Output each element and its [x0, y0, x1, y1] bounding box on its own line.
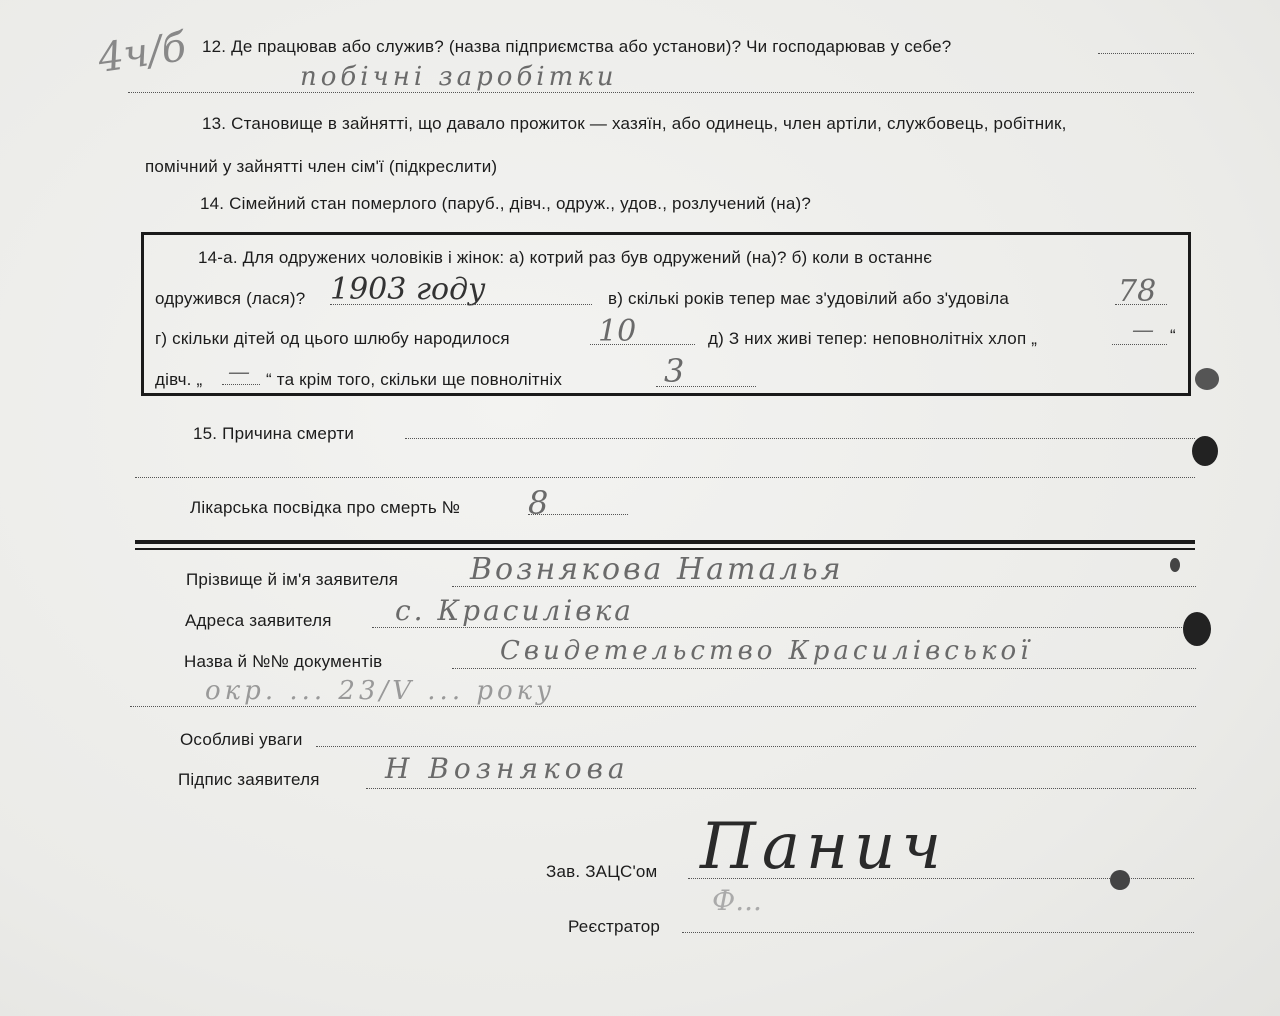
applicant-docs-line2	[130, 706, 1196, 707]
applicant-address-label: Адреса заявителя	[185, 611, 332, 630]
minor-boys-value[interactable]: —	[1132, 318, 1154, 343]
q15-answer-line1	[405, 438, 1195, 439]
married-year-line	[330, 304, 592, 305]
q12-answer-line	[128, 92, 1194, 93]
q12-answer[interactable]: побічні заробітки	[300, 62, 618, 92]
q14a-line4-prefix: дівч. „	[155, 370, 203, 389]
punch-hole-mark	[1195, 368, 1219, 390]
q13-label-line2: помічний у зайнятті член сім'ї (підкреслити)	[145, 157, 498, 176]
applicant-notes-line	[316, 746, 1196, 747]
minor-girls-value[interactable]: —	[228, 360, 250, 385]
q14a-line2-mid: в) скількі років тепер має з'удовілий або з'удовіла	[608, 289, 1010, 308]
punch-hole-mark	[1192, 436, 1218, 466]
q14a-line3-prefix: г) скільки дітей од цього шлюбу народилося	[155, 329, 510, 348]
applicant-name-line	[452, 586, 1196, 587]
section-divider-thin	[135, 548, 1195, 550]
applicant-address-value[interactable]: с. Красилівка	[395, 594, 634, 627]
married-year-value[interactable]: 1903 году	[330, 272, 486, 307]
adults-line	[656, 386, 756, 387]
widowed-years-value[interactable]: 78	[1118, 274, 1157, 309]
head-label: Зав. ЗАЦС'ом	[546, 862, 658, 881]
minor-girls-line	[222, 384, 260, 385]
registrar-signature-line	[682, 932, 1194, 933]
applicant-signature-label: Підпис заявителя	[178, 770, 320, 789]
applicant-docs-label: Назва й №№ документів	[184, 652, 383, 671]
applicant-signature-value[interactable]: Н Вознякова	[385, 752, 630, 785]
q15-answer-line2	[135, 477, 1195, 478]
q15-label: 15. Причина смерти	[193, 424, 355, 443]
medical-certificate-label: Лікарська посвідка про смерть №	[190, 498, 461, 517]
punch-hole-mark	[1170, 558, 1180, 572]
minor-boys-line	[1112, 344, 1167, 345]
q12-label-dots	[1098, 53, 1194, 54]
q14a-line3-mid: д) З них живі тепер: неповнолітніх хлоп „	[708, 329, 1038, 348]
punch-hole-mark	[1110, 870, 1130, 890]
q14a-line4-mid: “ та крім того, скільки ще повнолітніх	[266, 370, 563, 389]
adults-value[interactable]: 3	[664, 352, 685, 390]
children-born-line	[590, 344, 695, 345]
registrar-label: Реєстратор	[568, 917, 661, 936]
applicant-docs-value-line2[interactable]: окр. ... 23/V ... року	[205, 676, 556, 706]
q14a-line1: 14-а. Для одружених чоловіків і жінок: а) котрий раз був одружений (на)? б) коли в останнє	[198, 248, 933, 267]
applicant-docs-value-line1[interactable]: Свидетельство Красилівської	[500, 636, 1033, 666]
applicant-notes-label: Особливі уваги	[180, 730, 303, 749]
children-born-value[interactable]: 10	[598, 314, 637, 349]
head-signature[interactable]: Панич	[700, 810, 948, 884]
q14-label: 14. Сімейний стан померлого (паруб., дівч., одруж., удов., розлучений (на)?	[200, 194, 812, 213]
q14a-line2-prefix: одружився (лася)?	[155, 289, 306, 308]
medical-certificate-line	[528, 514, 628, 515]
q14a-line3-suffix: “	[1170, 326, 1176, 345]
applicant-name-label: Прізвище й ім'я заявителя	[186, 570, 399, 589]
punch-hole-mark	[1183, 612, 1211, 646]
q13-label-line1: 13. Становище в зайнятті, що давало прожиток — хазяїн, або одинець, член артіли, службовець, робітник,	[202, 114, 1067, 133]
margin-note: 4ч/б	[95, 24, 190, 82]
registrar-signature[interactable]: Ф...	[712, 884, 762, 917]
medical-certificate-number[interactable]: 8	[528, 484, 549, 522]
section-divider-thick	[135, 540, 1195, 544]
applicant-name-value[interactable]: Возняковa Наталья	[470, 552, 844, 587]
applicant-signature-line	[366, 788, 1196, 789]
applicant-address-line	[372, 627, 1196, 628]
widowed-years-line	[1115, 304, 1167, 305]
q12-label: 12. Де працював або служив? (назва підприємства або установи)? Чи господарював у себе?	[202, 37, 952, 56]
applicant-docs-line1	[452, 668, 1196, 669]
